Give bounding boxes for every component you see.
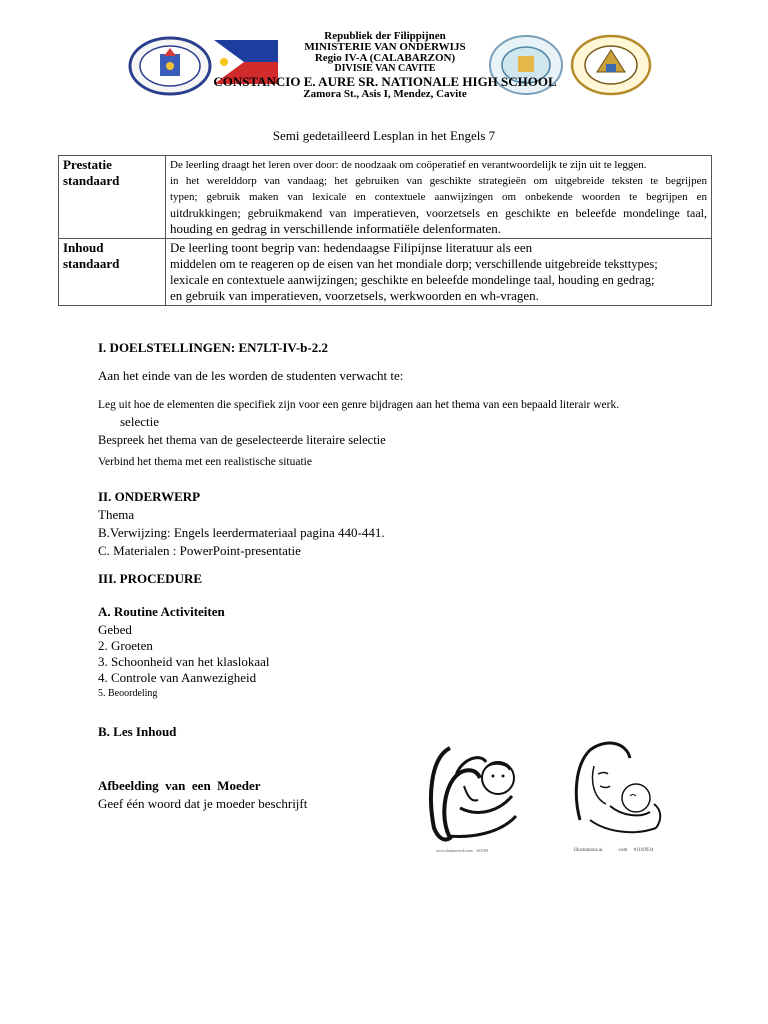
objectives-heading: I. DOELSTELLINGEN: EN7LT-IV-b-2.2 bbox=[98, 340, 328, 355]
letterhead-school-name: CONSTANCIO E. AURE SR. NATIONALE HIGH SCHOOL bbox=[213, 74, 557, 89]
subject-line: C. Materialen : PowerPoint-presentatie bbox=[98, 543, 301, 558]
objective-text: Bespreek het thema van de geselecteerde literaire selectie bbox=[98, 433, 386, 447]
letterhead-line-region: Regio IV-A (CALABARZON) bbox=[314, 52, 456, 64]
table-row bbox=[59, 239, 712, 306]
mother-child-illustration-left bbox=[420, 738, 530, 846]
performance-standard-label: Prestatie standaard bbox=[59, 156, 166, 239]
table-line: middelen om te reageren op de eisen van het mondiale dorp; verschillende uitgebreide teksttypes; bbox=[170, 257, 658, 271]
table-line: en gebruik van imperatieven, voorzetsels, werkwoorden en wh-vragen. bbox=[170, 288, 539, 303]
table-line: typen; gebruik maken van lexicale en contextuele aanwijzingen om onbekende woorden te begrijpen en bbox=[170, 191, 707, 203]
content-standard-text bbox=[166, 239, 712, 306]
objective-item bbox=[98, 454, 312, 469]
table-line: in het werelddorp van vandaag; het gebruiken van geschikte strategieën om uitgebreide teksten te begrijpen bbox=[170, 175, 707, 187]
objective-item bbox=[98, 397, 619, 412]
picture-prompt: Geef één woord dat je moeder beschrijft bbox=[98, 796, 308, 811]
table-row bbox=[59, 156, 712, 239]
mother-child-illustration-right bbox=[570, 736, 666, 848]
standards-table bbox=[58, 155, 712, 306]
table-line: uitdrukkingen; gebruikmakend van imperatieven, voorzetsels en geschikte en beleefde mondelinge taal, bbox=[170, 206, 707, 220]
lesson-plan-title: Semi gedetailleerd Lesplan in het Engels 7 bbox=[272, 128, 496, 143]
table-line: De leerling toont begrip van: hedendaagse Filipijnse literatuur als een bbox=[170, 240, 533, 255]
illustration-caption-left: www.shutterstock.com · 163769 bbox=[436, 848, 488, 853]
routine-item: 2. Groeten bbox=[98, 638, 153, 653]
letterhead-line-division: DIVISIE VAN CAVITE bbox=[334, 63, 436, 74]
procedure-heading: III. PROCEDURE bbox=[98, 571, 203, 586]
performance-standard-text bbox=[166, 156, 712, 239]
picture-heading: Afbeelding van een Moeder bbox=[98, 778, 261, 793]
subject-line: B.Verwijzing: Engels leerdermateriaal pagina 440-441. bbox=[98, 525, 385, 540]
objective-text: Leg uit hoe de elementen die specifiek zijn voor een genre bijdragen aan het thema van een bepaald literair werk. bbox=[98, 399, 620, 411]
routine-item: 3. Schoonheid van het klaslokaal bbox=[98, 654, 270, 669]
routine-heading: A. Routine Activiteiten bbox=[98, 604, 225, 619]
routine-item: Gebed bbox=[98, 622, 132, 637]
subject-heading: II. ONDERWERP bbox=[98, 489, 201, 504]
objective-text: Verbind het thema met een realistische situatie bbox=[98, 456, 312, 468]
letterhead-line-republic: Republiek der Filippijnen bbox=[324, 30, 446, 42]
letterhead-address: Zamora St., Asis I, Mendez, Cavite bbox=[303, 88, 467, 100]
routine-item: 4. Controle van Aanwezigheid bbox=[98, 670, 257, 685]
routine-item: 5. Beoordeling bbox=[98, 688, 158, 699]
objective-item bbox=[98, 433, 386, 448]
lesson-content-heading: B. Les Inhoud bbox=[98, 724, 177, 739]
letterhead-line-ministry: MINISTERIE VAN ONDERWIJS bbox=[304, 41, 466, 53]
table-line: De leerling draagt het leren over door: de noodzaak om coöperatief en verantwoordelijk te zijn uit te leggen. bbox=[170, 159, 647, 171]
objective-item-continuation: selectie bbox=[120, 414, 159, 429]
illustration-caption-right: illustrations.ai .com #1169934 bbox=[574, 848, 654, 853]
objectives-intro: Aan het einde van de les worden de studenten verwacht te: bbox=[98, 368, 404, 383]
content-standard-label: Inhoud standaard bbox=[59, 239, 166, 306]
letterhead bbox=[0, 28, 768, 108]
subject-line: Thema bbox=[98, 507, 135, 522]
table-line: houding en gedrag in verschillende informatiële delenformaten. bbox=[170, 221, 502, 236]
table-line: lexicale en contextuele aanwijzingen; geschikte en beleefde mondelinge taal, houding en gedrag; bbox=[170, 273, 655, 287]
